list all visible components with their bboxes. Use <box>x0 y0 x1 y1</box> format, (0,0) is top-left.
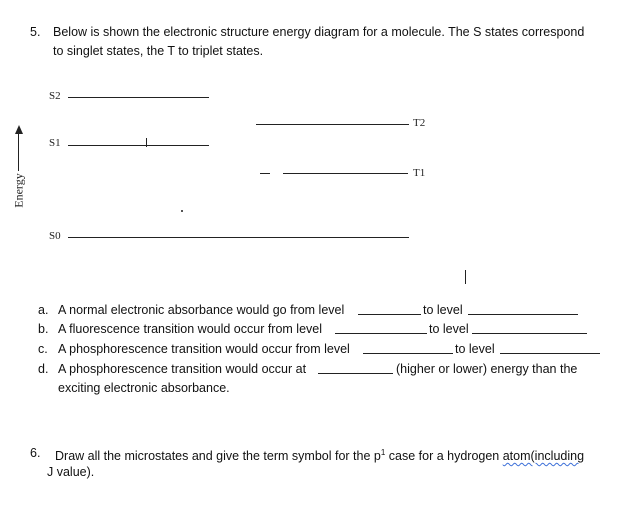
item-d-text-3: exciting electronic absorbance. <box>58 381 230 395</box>
level-label-s1: S1 <box>49 137 61 149</box>
item-c-text-1: A phosphorescence transition would occur from level <box>58 342 350 356</box>
level-line-t2 <box>256 124 409 125</box>
level-label-t2: T2 <box>413 117 426 129</box>
level-label-s2: S2 <box>49 90 61 102</box>
energy-axis-line <box>18 133 19 171</box>
level-label-s0: S0 <box>49 230 61 242</box>
level-line-s1 <box>68 145 209 146</box>
question-6-number: 6. <box>30 446 41 460</box>
item-a-text-1: A normal electronic absorbance would go from level <box>58 303 345 317</box>
item-b <box>38 321 469 337</box>
item-d <box>38 361 578 395</box>
item-d-letter: d. <box>38 362 49 376</box>
text-cursor-icon <box>465 270 466 284</box>
item-b-letter: b. <box>38 322 49 336</box>
item-b-blank-2[interactable] <box>472 321 587 334</box>
item-d-blank-1[interactable] <box>318 361 393 374</box>
question-5-line-2: to singlet states, the T to triplet states. <box>53 44 264 58</box>
level-label-t1: T1 <box>413 167 426 179</box>
level-line-s0 <box>68 237 409 238</box>
item-a-blank-2[interactable] <box>468 302 578 315</box>
item-d-text-1: A phosphorescence transition would occur at <box>58 362 307 376</box>
item-a-text-2: to level <box>423 303 463 317</box>
energy-axis-arrow-icon <box>15 125 23 134</box>
item-b-text-1: A fluorescence transition would occur from level <box>58 322 323 336</box>
item-c-blank-1[interactable] <box>363 341 453 354</box>
question-5-number: 5. <box>30 25 41 39</box>
level-line-s2 <box>68 97 209 98</box>
question-5-line-1: Below is shown the electronic structure energy diagram for a molecule. The S states correspond <box>53 25 585 39</box>
question-6-line-2: J value). <box>47 465 95 479</box>
stray-dot <box>181 210 183 212</box>
item-b-text-2: to level <box>429 322 469 336</box>
item-a <box>38 302 463 318</box>
item-c <box>38 341 495 357</box>
question-6-line-1 <box>55 444 584 465</box>
question-6-line-1-mid: case for a hydrogen <box>385 449 503 464</box>
item-b-blank-1[interactable] <box>335 321 427 334</box>
energy-axis-label: Energy <box>11 173 26 208</box>
level-line-t1 <box>283 173 408 174</box>
item-c-text-2: to level <box>455 342 495 356</box>
question-6-superscript: 1 <box>380 448 386 457</box>
level-mark-s1 <box>146 138 147 147</box>
item-a-letter: a. <box>38 303 49 317</box>
item-c-blank-2[interactable] <box>500 341 600 354</box>
item-a-blank-1[interactable] <box>358 302 421 315</box>
item-d-text-2: (higher or lower) energy than the <box>396 362 578 376</box>
question-6-line-1-text: Draw all the microstates and give the term symbol for the p <box>55 449 381 464</box>
level-line-t1-stub <box>260 173 270 174</box>
question-6-spellcheck-word: atom(including <box>502 449 585 464</box>
item-c-letter: c. <box>38 342 48 356</box>
